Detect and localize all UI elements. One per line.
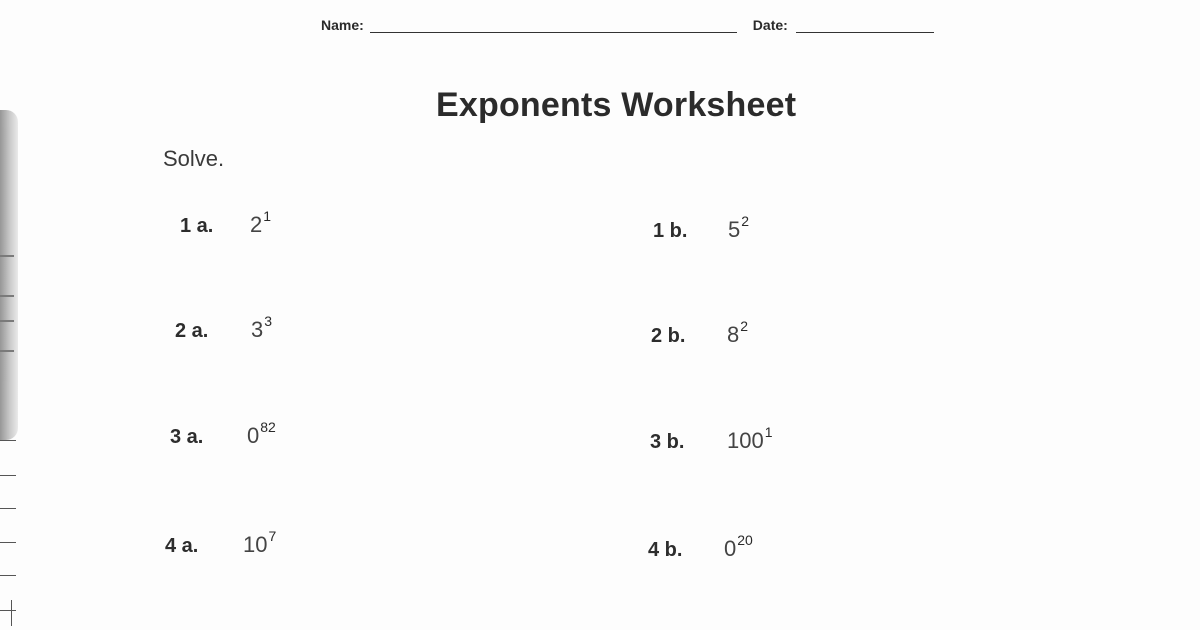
problem-exponent: 20	[737, 532, 753, 548]
problem-exponent: 2	[740, 318, 749, 334]
name-date-header	[321, 14, 934, 33]
problem-base: 3	[251, 317, 264, 342]
problem-2a	[175, 313, 273, 343]
problem-base: 0	[247, 423, 260, 448]
margin-rule	[0, 508, 16, 509]
problem-base: 100	[727, 428, 764, 453]
sheet-mark	[0, 320, 14, 322]
margin-rule	[0, 542, 16, 543]
instructions: Solve.	[163, 146, 225, 171]
margin-rule	[0, 475, 16, 476]
problem-exponent: 2	[741, 213, 750, 229]
problem-base: 2	[250, 212, 263, 237]
problem-label: 1 a.	[180, 215, 214, 237]
margin-rule	[0, 575, 16, 576]
sheet-mark	[0, 295, 14, 297]
problem-label: 2 b.	[651, 325, 686, 347]
problem-1a	[180, 208, 272, 238]
problem-label: 2 a.	[175, 320, 209, 342]
margin-rule	[0, 610, 16, 611]
problem-label: 4 a.	[165, 535, 199, 557]
date-field[interactable]	[796, 14, 934, 33]
problem-label: 1 b.	[653, 220, 688, 242]
name-label: Name:	[321, 17, 364, 33]
margin-tick	[11, 600, 12, 626]
problem-label: 4 b.	[648, 539, 683, 561]
sheet-mark	[0, 350, 14, 352]
problem-3a	[170, 419, 276, 449]
problem-2b	[651, 318, 749, 348]
problem-exponent: 7	[268, 528, 277, 544]
problem-exponent: 1	[764, 424, 773, 440]
problem-3b	[650, 424, 773, 454]
name-field[interactable]	[370, 14, 737, 33]
problem-1b	[653, 213, 750, 243]
sheet-mark	[0, 255, 14, 257]
margin-rule	[0, 440, 16, 441]
problem-4a	[165, 528, 277, 558]
problem-base: 0	[724, 536, 737, 561]
problem-exponent: 1	[263, 208, 272, 224]
problem-exponent: 3	[264, 313, 273, 329]
adjacent-sheet-edge	[0, 110, 18, 440]
page-title: Exponents Worksheet	[436, 86, 797, 124]
problem-base: 10	[243, 532, 268, 557]
problem-base: 5	[728, 217, 741, 242]
problem-exponent: 82	[260, 419, 276, 435]
problem-label: 3 b.	[650, 431, 685, 453]
problem-label: 3 a.	[170, 426, 204, 448]
problem-base: 8	[727, 322, 740, 347]
problem-4b	[648, 532, 753, 562]
date-label: Date:	[752, 17, 788, 33]
